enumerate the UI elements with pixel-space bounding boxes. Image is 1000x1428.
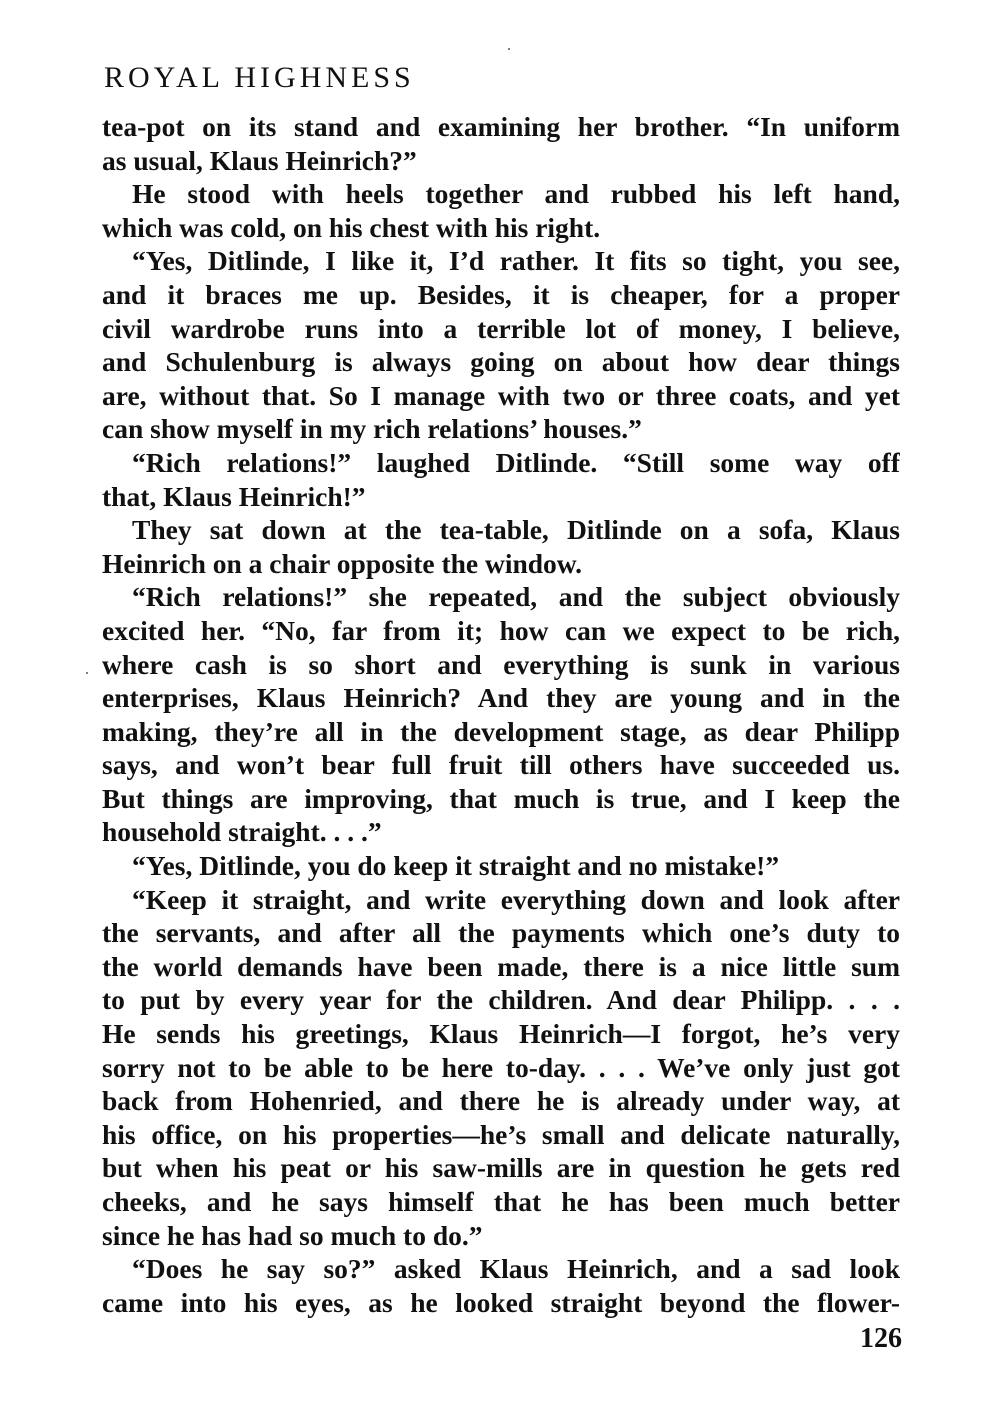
text-line: “Yes, Ditlinde, I like it, I’d rather. It fits so tight, you see,: [132, 245, 900, 277]
text-line: are, without that. So I manage with two or three coats, and yet: [102, 379, 900, 411]
text-line: came into his eyes, as he looked straight beyond the flower-: [102, 1286, 900, 1318]
text-line: But things are improving, that much is true, and I keep the: [102, 782, 900, 814]
text-line: where cash is so short and everything is sunk in various: [102, 648, 900, 680]
text-line: sorry not to be able to be here to-day. . . . We’ve only just got: [102, 1051, 900, 1083]
text-line: “Keep it straight, and write everything down and look after: [132, 883, 900, 915]
text-line: household straight. . . .”: [102, 816, 382, 848]
text-line: making, they’re all in the development stage, as dear Philipp: [102, 715, 900, 747]
text-line: since he has had so much to do.”: [102, 1219, 483, 1251]
text-line: “Does he say so?” asked Klaus Heinrich, and a sad look: [132, 1253, 900, 1285]
text-line: enterprises, Klaus Heinrich? And they are young and in the: [102, 682, 900, 714]
text-line: tea-pot on its stand and examining her brother. “In uniform: [102, 111, 900, 142]
text-line: the world demands have been made, there is a nice little sum: [102, 950, 900, 982]
text-line: excited her. “No, far from it; how can we expect to be rich,: [102, 614, 900, 646]
text-line: “Rich relations!” she repeated, and the subject obviously: [132, 581, 900, 613]
text-line: He sends his greetings, Klaus Heinrich—I forgot, he’s very: [102, 1018, 900, 1050]
text-line: that, Klaus Heinrich!”: [102, 480, 366, 512]
text-line: He stood with heels together and rubbed his left hand,: [132, 178, 900, 210]
text-line: and it braces me up. Besides, it is cheaper, for a proper: [102, 278, 900, 310]
text-line: as usual, Klaus Heinrich?”: [102, 144, 417, 176]
text-line: and Schulenburg is always going on about how dear things: [102, 346, 900, 378]
body-text: [102, 110, 900, 1319]
print-speck: [86, 672, 88, 674]
text-line: civil wardrobe runs into a terrible lot of money, I believe,: [102, 312, 900, 344]
text-line: Heinrich on a chair opposite the window.: [102, 547, 583, 579]
text-line: back from Hohenried, and there he is already under way, at: [102, 1085, 900, 1117]
print-speck: [508, 48, 510, 50]
text-line: cheeks, and he says himself that he has been much better: [102, 1186, 900, 1217]
text-line: but when his peat or his saw-mills are in question he gets red: [102, 1152, 900, 1184]
text-line: “Yes, Ditlinde, you do keep it straight and no mistake!”: [132, 850, 780, 882]
running-head: ROYAL HIGHNESS: [104, 61, 415, 94]
text-line: can show myself in my rich relations’ houses.”: [102, 413, 642, 445]
text-line: “Rich relations!” laughed Ditlinde. “Still some way off: [132, 446, 900, 478]
text-line: the servants, and after all the payments which one’s duty to: [102, 917, 900, 949]
text-line: his office, on his properties—he’s small and delicate naturally,: [102, 1118, 900, 1150]
page-number: 126: [860, 1323, 902, 1354]
text-line: to put by every year for the children. And dear Philipp. . . .: [102, 984, 900, 1016]
text-line: says, and won’t bear full fruit till others have succeeded us.: [102, 749, 900, 781]
text-line: They sat down at the tea-table, Ditlinde on a sofa, Klaus: [132, 514, 900, 546]
text-line: which was cold, on his chest with his right.: [102, 211, 601, 243]
